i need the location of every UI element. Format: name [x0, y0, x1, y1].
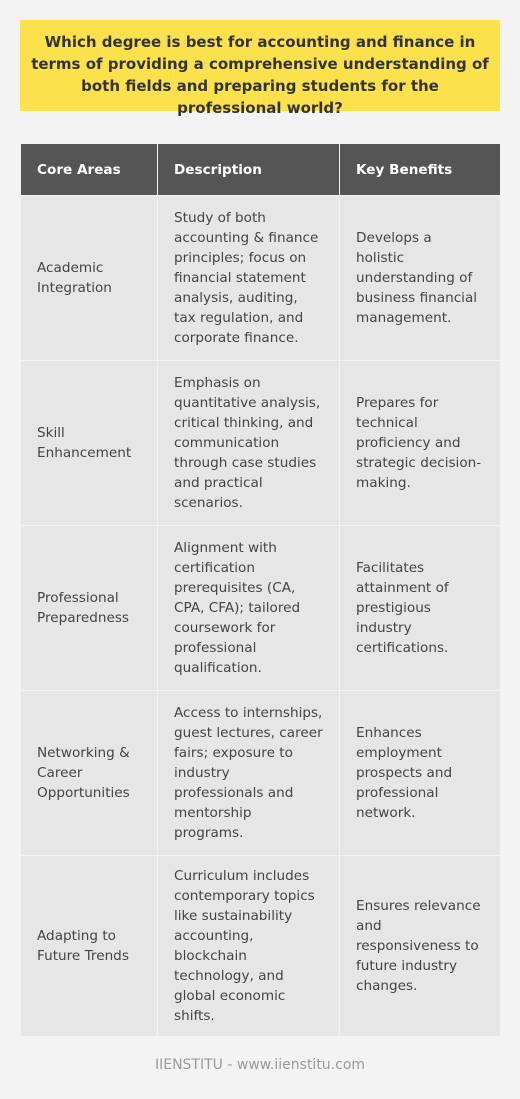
description-cell: Alignment with certification prerequisites (CA, CPA, CFA); tailored coursework for professional qualification. [158, 526, 340, 691]
description-cell: Study of both accounting & finance principles; focus on financial statement analysis, auditing, tax regulation, and corporate finance. [158, 196, 340, 361]
benefit-cell: Ensures relevance and responsiveness to future industry changes. [340, 856, 501, 1037]
table-row [21, 691, 501, 856]
question-banner: Which degree is best for accounting and finance in terms of providing a comprehensive understanding of both fields and preparing students for the professional world? [20, 20, 500, 111]
description-cell: Access to internships, guest lectures, career fairs; exposure to industry professionals and mentorship programs. [158, 691, 340, 856]
table-row [21, 196, 501, 361]
header-description: Description [158, 144, 340, 196]
comparison-table [20, 143, 501, 1037]
description-cell: Curriculum includes contemporary topics like sustainability accounting, blockchain technology, and global economic shifts. [158, 856, 340, 1037]
header-core-areas: Core Areas [21, 144, 158, 196]
table-header-row [21, 144, 501, 196]
core-area-cell: Networking & Career Opportunities [21, 691, 158, 856]
benefit-cell: Develops a holistic understanding of business financial management. [340, 196, 501, 361]
benefit-cell: Prepares for technical proficiency and strategic decision-making. [340, 361, 501, 526]
table-row [21, 526, 501, 691]
table-row [21, 856, 501, 1037]
table-row [21, 361, 501, 526]
core-area-cell: Academic Integration [21, 196, 158, 361]
core-area-cell: Adapting to Future Trends [21, 856, 158, 1037]
footer-credit: IIENSTITU - www.iienstitu.com [154, 1057, 366, 1073]
core-area-cell: Professional Preparedness [21, 526, 158, 691]
benefit-cell: Enhances employment prospects and professional network. [340, 691, 501, 856]
benefit-cell: Facilitates attainment of prestigious industry certifications. [340, 526, 501, 691]
header-key-benefits: Key Benefits [340, 144, 501, 196]
description-cell: Emphasis on quantitative analysis, critical thinking, and communication through case studies and practical scenarios. [158, 361, 340, 526]
core-area-cell: Skill Enhancement [21, 361, 158, 526]
